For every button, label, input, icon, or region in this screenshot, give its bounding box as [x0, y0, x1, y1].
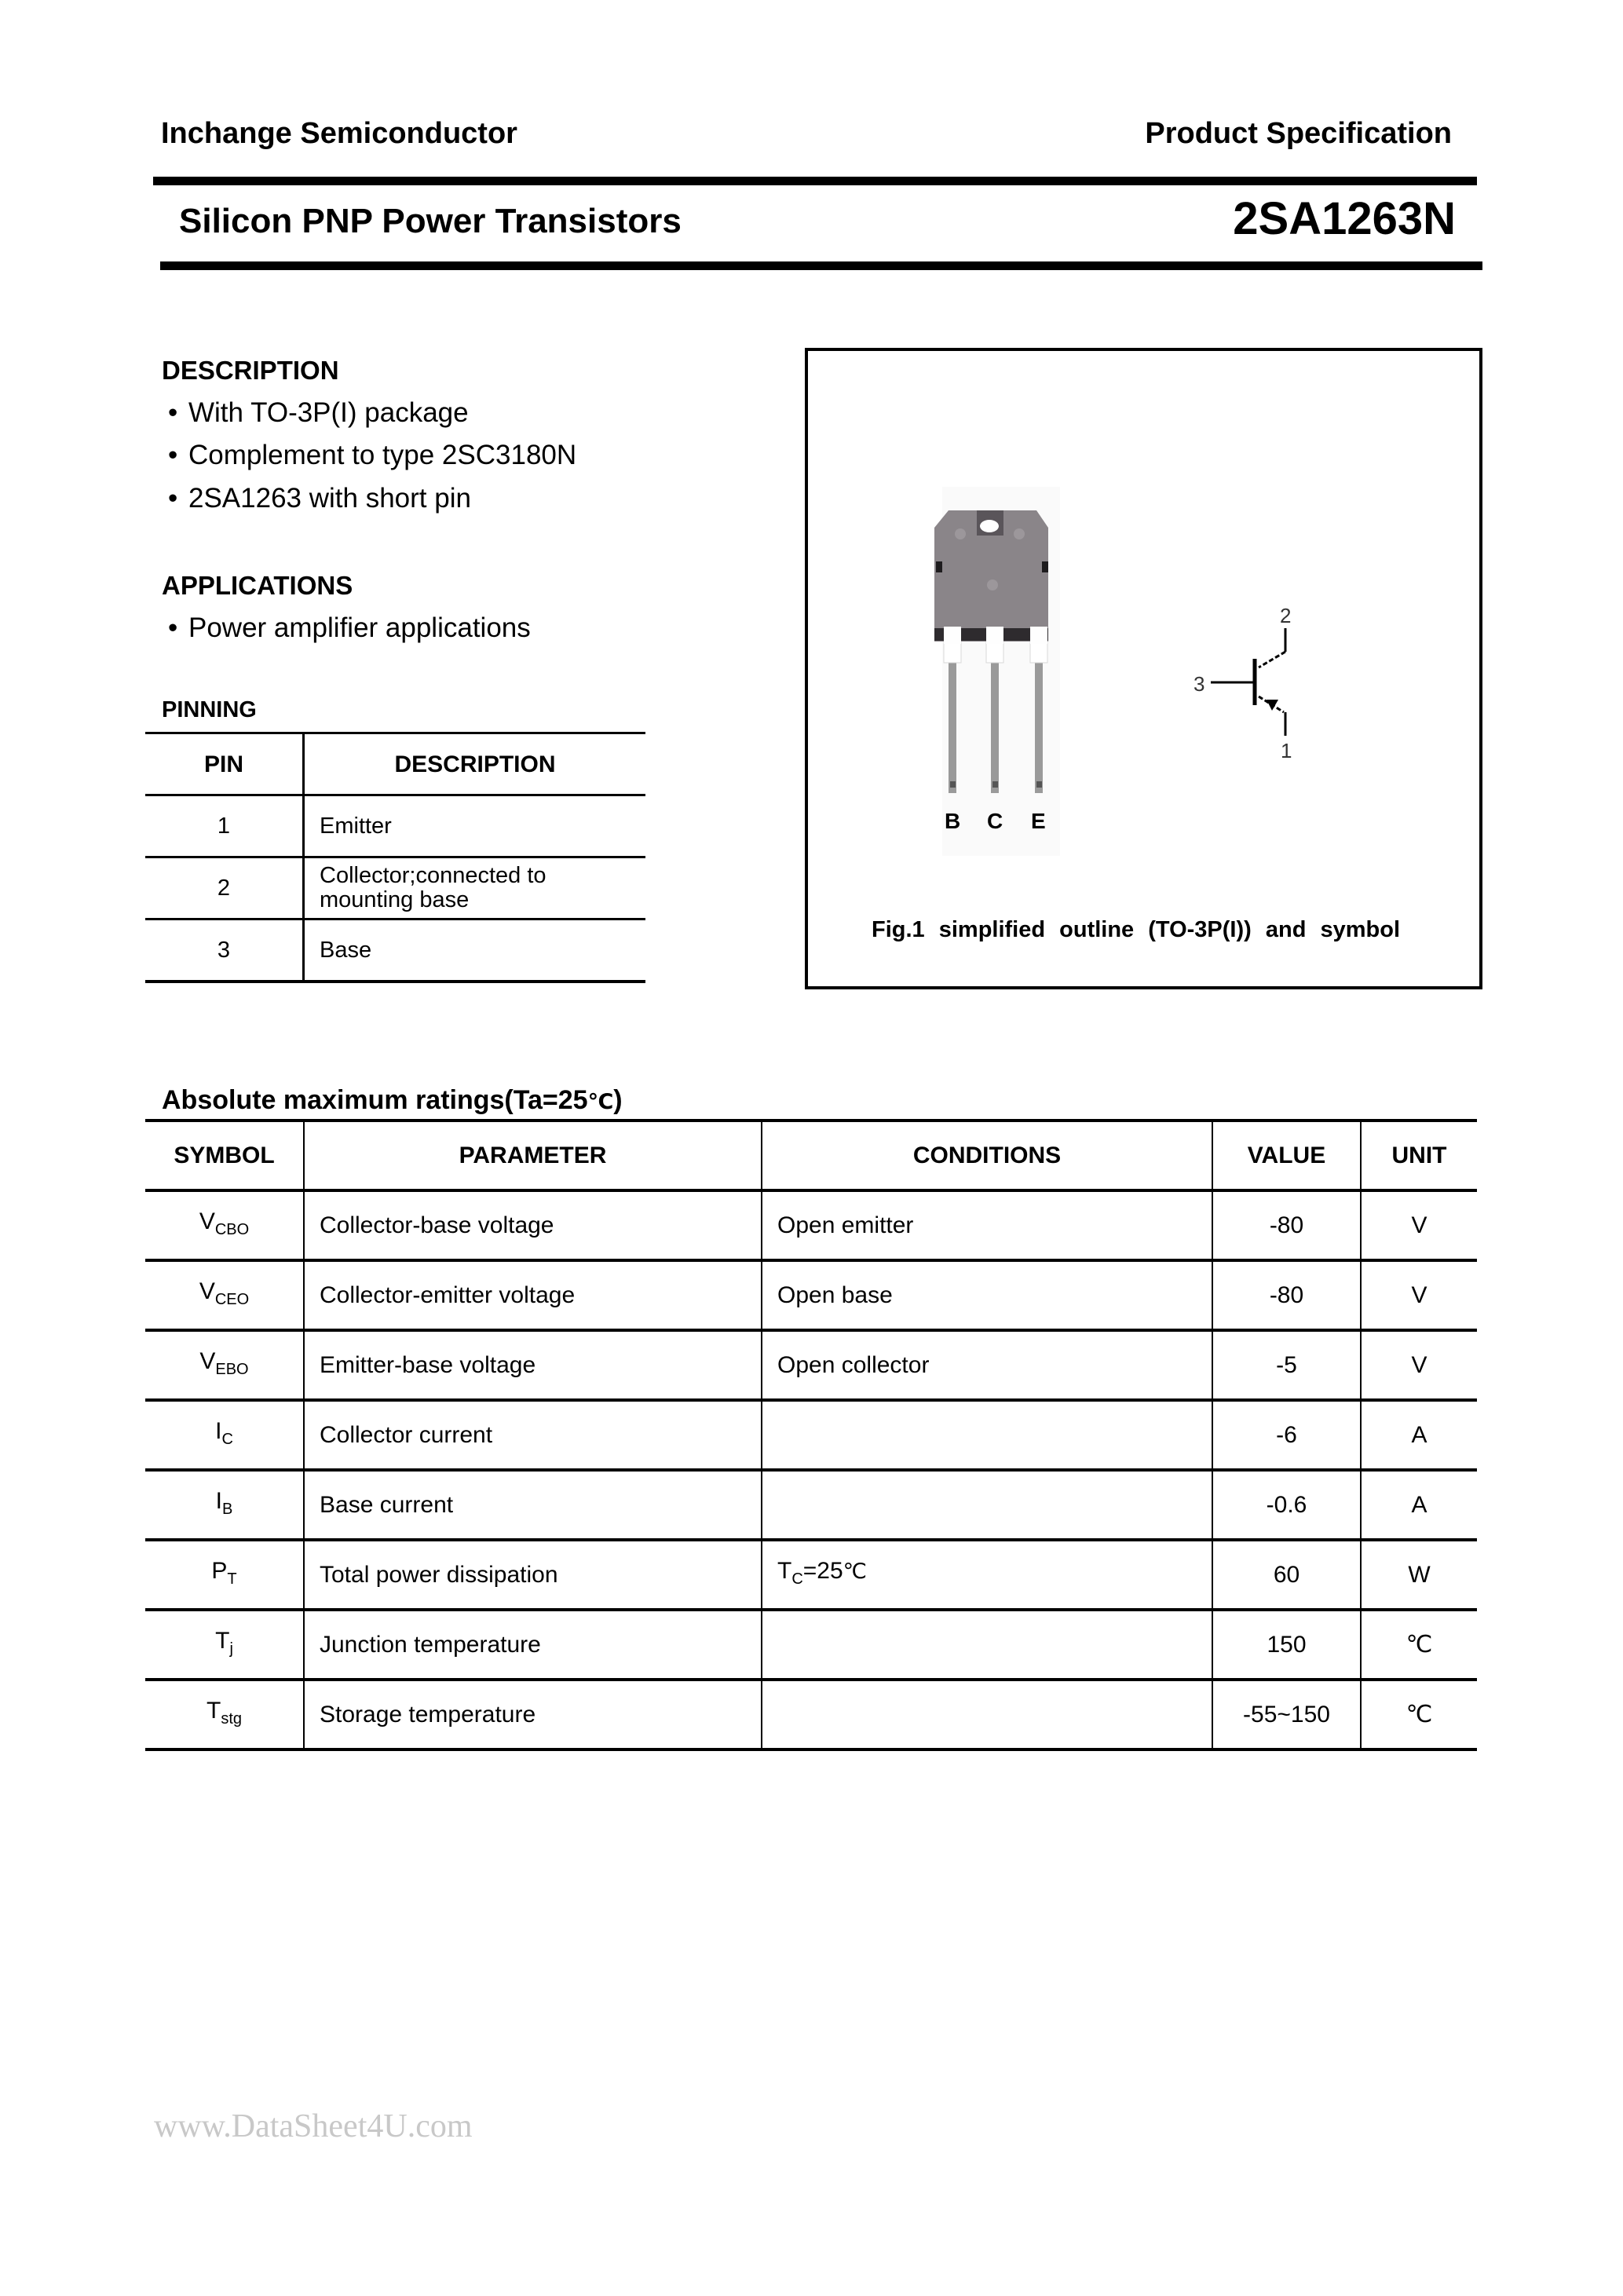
description-column-header: DESCRIPTION: [304, 733, 646, 795]
pin-column-header: PIN: [145, 733, 304, 795]
symbol-label-emitter: 1: [1281, 739, 1292, 762]
symbol-cell: $T_{stg}$: [145, 1680, 304, 1749]
unit-cell: V: [1361, 1190, 1477, 1260]
table-row: [145, 1540, 1477, 1610]
value-cell: 60: [1212, 1540, 1361, 1610]
applications-heading: APPLICATIONS: [162, 571, 353, 600]
parameter-cell: Total power dissipation: [304, 1540, 762, 1610]
value-cell: -0.6: [1212, 1470, 1361, 1540]
symbol-cell: $V_{EBO}$: [145, 1330, 304, 1400]
company-name: Inchange Semiconductor: [161, 117, 517, 150]
description-item: • With TO-3P(I) package: [168, 397, 469, 428]
symbol-cell: $I_C$: [145, 1400, 304, 1470]
unit-cell: V: [1361, 1330, 1477, 1400]
symbol-label-base: 3: [1193, 672, 1205, 696]
conditions-cell: Open collector: [762, 1330, 1212, 1400]
pin-description: Collector;connected to mounting base: [304, 857, 646, 919]
parameter-cell: Storage temperature: [304, 1680, 762, 1749]
parameter-cell: Collector-base voltage: [304, 1190, 762, 1260]
unit-cell: A: [1361, 1400, 1477, 1470]
symbol-cell: $V_{CBO}$: [145, 1190, 304, 1260]
parameter-cell: Collector current: [304, 1400, 762, 1470]
pin-number: 3: [145, 919, 304, 982]
symbol-cell: $P_T$: [145, 1540, 304, 1610]
table-row: [145, 795, 645, 857]
pin-label-e: E: [1031, 809, 1046, 833]
parameter-cell: Junction temperature: [304, 1610, 762, 1680]
symbol-cell: $V_{CEO}$: [145, 1260, 304, 1330]
unit-cell: V: [1361, 1260, 1477, 1330]
conditions-column-header: CONDITIONS: [762, 1121, 1212, 1190]
table-row: [145, 1680, 1477, 1749]
figure-caption: Fig.1 simplified outline (TO-3P(I)) and symbol: [872, 917, 1401, 942]
value-cell: -80: [1212, 1190, 1361, 1260]
bullet-icon: •: [168, 612, 178, 643]
document-type: Product Specification: [1145, 117, 1452, 150]
pin-label-c: C: [987, 809, 1003, 833]
pin-label-b: B: [945, 809, 961, 833]
pinning-heading: PINNING: [162, 697, 257, 722]
unit-cell: W: [1361, 1540, 1477, 1610]
table-row: [145, 1470, 1477, 1540]
table-row: [145, 1190, 1477, 1260]
description-heading: DESCRIPTION: [162, 356, 339, 385]
value-column-header: VALUE: [1212, 1121, 1361, 1190]
parameter-column-header: PARAMETER: [304, 1121, 762, 1190]
table-row: [145, 1610, 1477, 1680]
conditions-cell: Open base: [762, 1260, 1212, 1330]
to3p-package-icon: [934, 487, 1060, 856]
bullet-icon: •: [168, 440, 178, 470]
table-row: [145, 919, 645, 982]
symbol-column-header: SYMBOL: [145, 1121, 304, 1190]
conditions-cell: [762, 1610, 1212, 1680]
description-item: • 2SA1263 with short pin: [168, 483, 471, 514]
conditions-cell: [762, 1400, 1212, 1470]
parameter-cell: Collector-emitter voltage: [304, 1260, 762, 1330]
unit-cell: A: [1361, 1470, 1477, 1540]
table-row: [145, 1260, 1477, 1330]
pinning-header-row: [145, 733, 645, 795]
pin-description: Base: [304, 919, 646, 982]
symbol-cell: $I_B$: [145, 1470, 304, 1540]
bullet-icon: •: [168, 483, 178, 514]
ratings-title: Absolute maximum ratings(Ta=25℃): [162, 1085, 623, 1115]
conditions-cell: [762, 1680, 1212, 1749]
description-item: • Complement to type 2SC3180N: [168, 440, 577, 470]
conditions-cell: $T_C=25℃$: [762, 1540, 1212, 1610]
part-number: 2SA1263N: [1233, 193, 1456, 244]
pin-number: 2: [145, 857, 304, 919]
pin-description: Emitter: [304, 795, 646, 857]
ratings-header-row: [145, 1121, 1477, 1190]
unit-cell: ℃: [1361, 1680, 1477, 1749]
pinning-table: [145, 732, 645, 983]
pin-number: 1: [145, 795, 304, 857]
value-cell: 150: [1212, 1610, 1361, 1680]
unit-cell: ℃: [1361, 1610, 1477, 1680]
value-cell: -5: [1212, 1330, 1361, 1400]
symbol-label-collector: 2: [1280, 604, 1292, 627]
unit-column-header: UNIT: [1361, 1121, 1477, 1190]
symbol-cell: $T_j$: [145, 1610, 304, 1680]
ratings-table: [145, 1119, 1477, 1751]
conditions-cell: Open emitter: [762, 1190, 1212, 1260]
value-cell: -55~150: [1212, 1680, 1361, 1749]
header-rule-bottom: [160, 261, 1482, 270]
table-row: [145, 857, 645, 919]
value-cell: -6: [1212, 1400, 1361, 1470]
conditions-cell: [762, 1470, 1212, 1540]
watermark-link[interactable]: www.DataSheet4U.com: [154, 2108, 473, 2144]
parameter-cell: Emitter-base voltage: [304, 1330, 762, 1400]
bullet-icon: •: [168, 397, 178, 428]
product-line-title: Silicon PNP Power Transistors: [179, 202, 682, 240]
table-row: [145, 1400, 1477, 1470]
header-rule-top: [153, 177, 1477, 185]
value-cell: -80: [1212, 1260, 1361, 1330]
table-row: [145, 1330, 1477, 1400]
parameter-cell: Base current: [304, 1470, 762, 1540]
applications-item: • Power amplifier applications: [168, 612, 531, 643]
